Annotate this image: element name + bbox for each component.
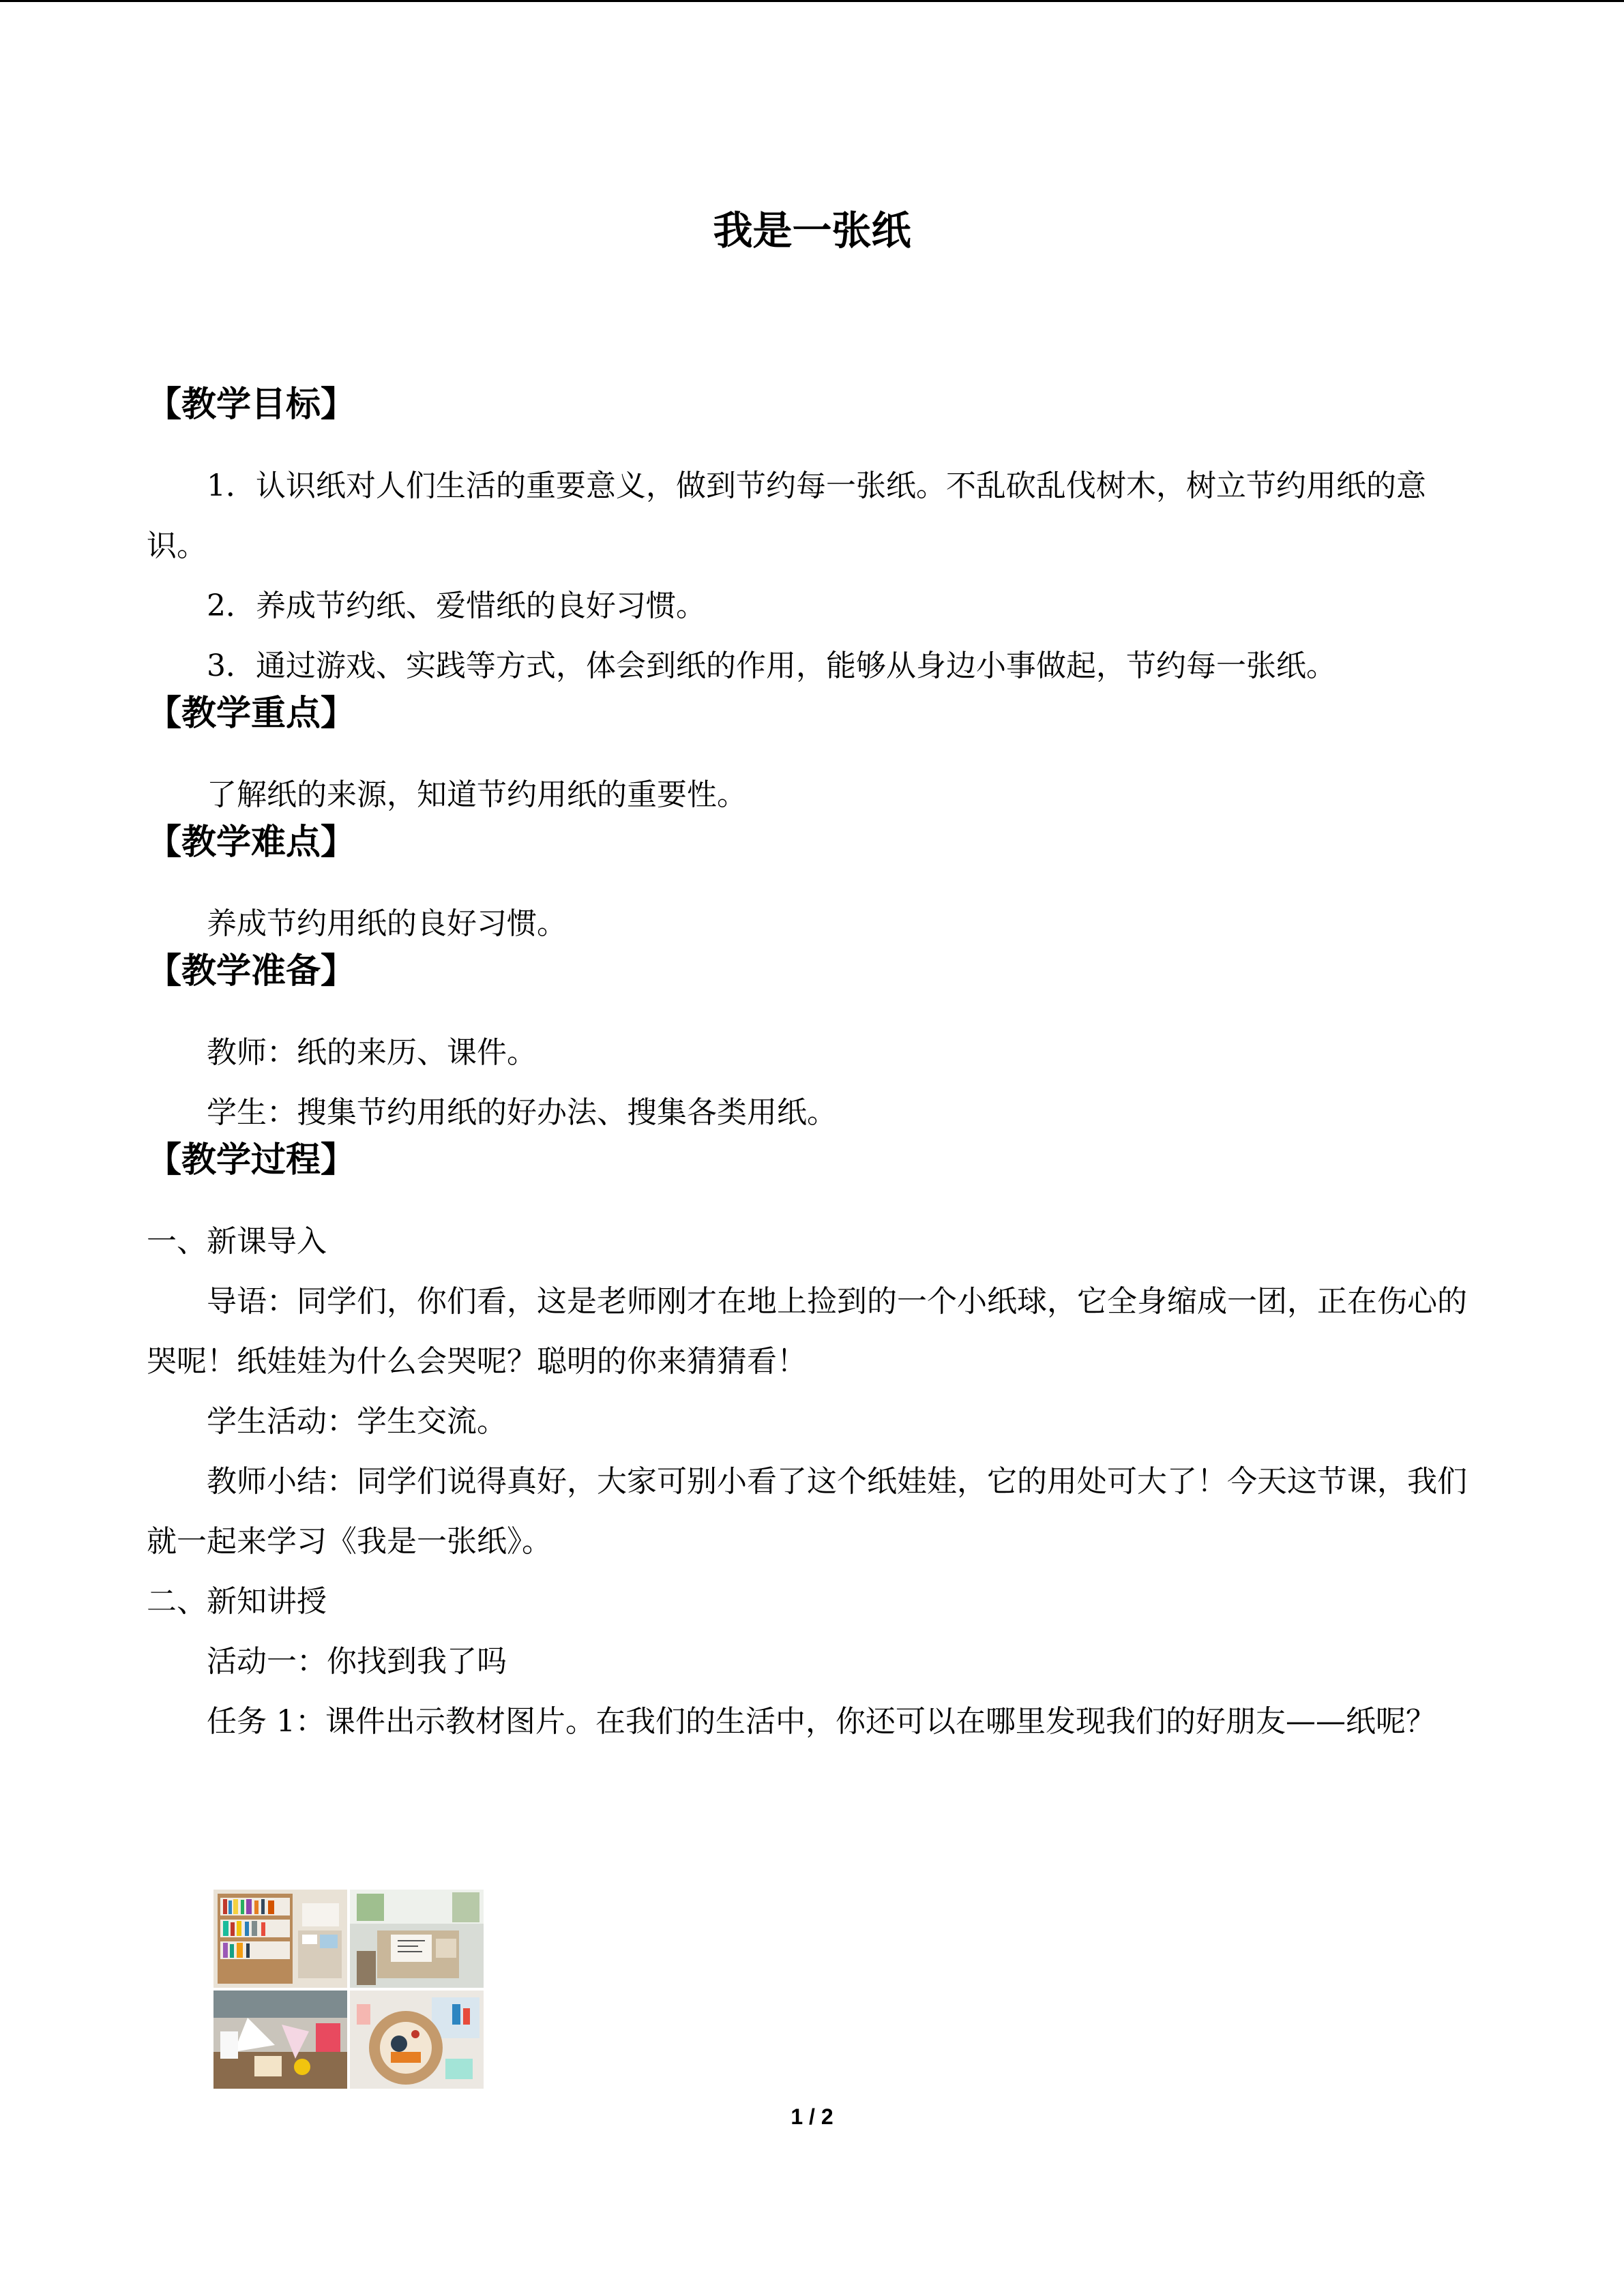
photo-bookshelf — [213, 1890, 347, 1988]
preparation-student: 学生：搜集节约用纸的好办法、搜集各类用纸。 — [207, 1095, 837, 1130]
photo-desk-window — [350, 1890, 484, 1988]
process-teacher-summary: 教师小结：同学们说得真好，大家可别小看了这个纸娃娃，它的用处可大了！今天这节课，我们就一起来学习《我是一张纸》。 — [147, 1464, 1467, 1559]
key-points-text: 了解纸的来源，知道节约用纸的重要性。 — [207, 777, 747, 812]
process-activity1: 活动一：你找到我了吗 — [207, 1644, 507, 1679]
process-part1-title: 一、新课导入 — [147, 1224, 327, 1259]
difficulties-text: 养成节约用纸的良好习惯。 — [207, 906, 567, 941]
goal-item-3: 3．通过游戏、实践等方式，体会到纸的作用，能够从身边小事做起，节约每一张纸。 — [207, 648, 1336, 683]
section-heading-key-points: 【教学重点】 — [147, 694, 356, 734]
goal-item-1: 1．认识纸对人们生活的重要意义，做到节约每一张纸。不乱砍乱伐树木，树立节约用纸的意识。 — [147, 468, 1426, 563]
document-body — [147, 387, 1470, 1752]
section-heading-difficulties: 【教学难点】 — [147, 822, 356, 863]
process-part2-title: 二、新知讲授 — [147, 1584, 327, 1619]
process-intro: 导语：同学们，你们看，这是老师刚才在地上捡到的一个小纸球，它全身缩成一团，正在伤心的哭呢！纸娃娃为什么会哭呢？聪明的你来猜猜看！ — [147, 1284, 1467, 1379]
photo-paper-crafts — [213, 1991, 347, 2089]
page-title: 我是一张纸 — [713, 207, 911, 254]
section-heading-preparation: 【教学准备】 — [147, 951, 356, 992]
process-task1: 任务 1：课件出示教材图片。在我们的生活中，你还可以在哪里发现我们的好朋友——纸呢？ — [207, 1704, 1436, 1739]
photo-paper-model — [350, 1991, 484, 2089]
page-number: 1 / 2 — [791, 2104, 833, 2129]
goal-item-2: 2．养成节约纸、爱惜纸的良好习惯。 — [207, 588, 706, 623]
section-heading-process: 【教学过程】 — [147, 1140, 356, 1180]
textbook-photo-collage — [213, 1890, 485, 2089]
preparation-teacher: 教师：纸的来历、课件。 — [207, 1035, 537, 1070]
section-heading-goals: 【教学目标】 — [147, 385, 356, 425]
process-student-activity: 学生活动：学生交流。 — [207, 1404, 507, 1439]
